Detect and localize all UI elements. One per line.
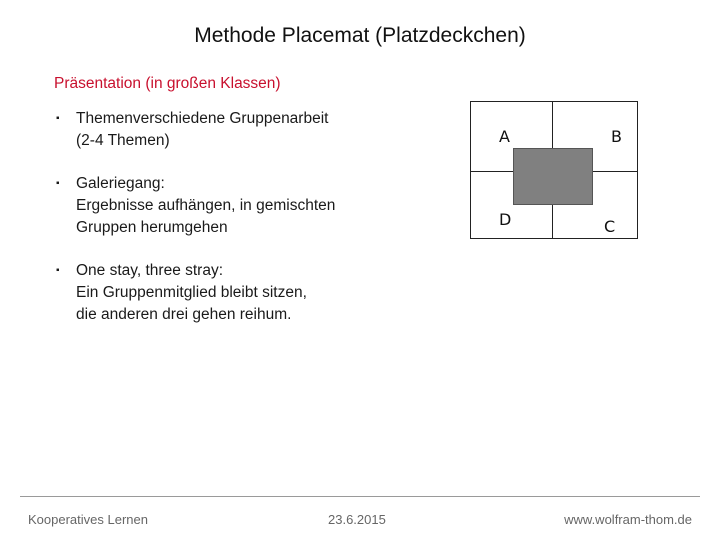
quadrant-label-a: A [499,127,510,146]
footer-divider [20,496,700,497]
bullet-line: Themenverschiedene Gruppenarbeit [76,110,329,127]
bullet-line: Ergebnisse aufhängen, in gemischten [76,197,336,214]
quadrant-label-d: D [499,210,512,229]
square-bullet-icon: ▪ [56,265,60,276]
footer-url: www.wolfram-thom.de [564,512,692,527]
bullet-line: (2-4 Themen) [76,132,170,149]
placemat-diagram [470,101,638,239]
slide-title: Methode Placemat (Platzdeckchen) [194,24,526,47]
center-field [513,148,593,205]
bullet-item [56,108,416,152]
footer-left: Kooperatives Lernen [28,512,148,527]
quadrant-label-b: B [611,127,622,146]
bullet-item [56,173,416,239]
footer-date: 23.6.2015 [328,512,386,527]
square-bullet-icon: ▪ [56,113,60,124]
bullet-line: Ein Gruppenmitglied bleibt sitzen, [76,284,307,301]
slide-subtitle: Präsentation (in großen Klassen) [54,75,281,92]
bullet-item [56,260,416,326]
bullet-list [56,108,416,347]
quadrant-label-c: C [604,217,616,236]
bullet-line: Gruppen herumgehen [76,219,228,236]
square-bullet-icon: ▪ [56,178,60,189]
bullet-line: Galeriegang: [76,175,165,192]
bullet-line: One stay, three stray: [76,262,224,279]
bullet-line: die anderen drei gehen reihum. [76,306,292,323]
